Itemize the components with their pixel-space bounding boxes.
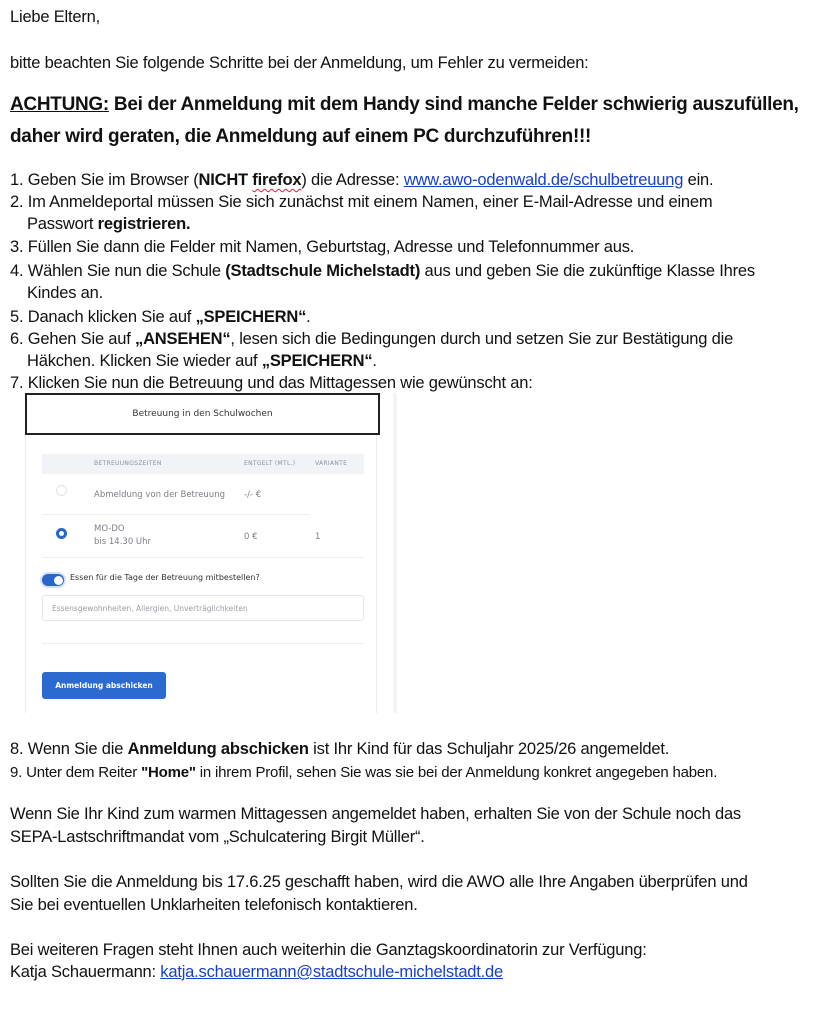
step-5-bold: „SPEICHERN“: [195, 308, 307, 326]
row-1-fee: -/- €: [244, 490, 262, 500]
check-paragraph-line-1: Sollten Sie die Anmeldung bis 17.6.25 geschafft haben, wird die AWO alle Ihre Angaben überprüfen und: [10, 873, 748, 891]
step-4-line-1: [10, 260, 755, 282]
column-header-fee: ENTGELT (MTL.): [244, 460, 296, 467]
column-header-variant: VARIANTE: [315, 460, 348, 467]
step-4-bold: (Stadtschule Michelstadt): [225, 262, 421, 280]
step-8-post: ist Ihr Kind für das Schuljahr 2025/26 angemeldet.: [308, 740, 670, 758]
step-7: 7. Klicken Sie nun die Betreuung und das Mittagessen wie gewünscht an:: [10, 374, 533, 392]
step-6-bold-2: „SPEICHERN“: [261, 352, 373, 370]
contact-name: Katja Schauermann:: [10, 963, 161, 981]
step-9-bold: "Home": [141, 764, 196, 781]
step-1-mid: ) die Adresse:: [301, 171, 404, 189]
step-6-text: 6. Gehen Sie auf: [10, 330, 136, 348]
embedded-form-screenshot: [25, 393, 397, 713]
form-card: [25, 393, 377, 713]
table-header: [42, 454, 364, 474]
row-2-variant: 1: [315, 532, 321, 542]
step-6-bold: „ANSEHEN“: [135, 330, 231, 348]
contact-line: [10, 961, 503, 983]
step-2-line-2: [10, 213, 190, 235]
radio-mo-do[interactable]: [56, 528, 67, 539]
step-5-post: .: [306, 308, 311, 326]
lunch-paragraph-line-1: Wenn Sie Ihr Kind zum warmen Mittagessen angemeldet haben, erhalten Sie von der Schule noch das: [10, 805, 741, 823]
row-2-time-line-1: MO-DO: [94, 524, 125, 534]
step-3: 3. Füllen Sie dann die Felder mit Namen, Geburtstag, Adresse und Telefonnummer aus.: [10, 238, 635, 256]
step-2-line-1: 2. Im Anmeldeportal müssen Sie sich zunächst mit einem Namen, einer E-Mail-Adresse und einem: [10, 193, 713, 211]
step-1: [10, 169, 713, 191]
section-divider: [42, 643, 364, 644]
step-6-text-2: Häkchen. Klicken Sie wieder auf: [27, 352, 262, 370]
step-6-line-1: [10, 328, 733, 350]
step-9-text: 9. Unter dem Reiter: [10, 764, 142, 781]
warning-line-1: [10, 92, 799, 118]
intro-text: bitte beachten Sie folgende Schritte bei der Anmeldung, um Fehler zu vermeiden:: [10, 54, 589, 72]
greeting: Liebe Eltern,: [10, 8, 101, 26]
screenshot-edge: [393, 393, 397, 713]
step-8-bold: Anmeldung abschicken: [127, 740, 309, 758]
warning-line-2: daher wird geraten, die Anmeldung auf einem PC durchzuführen!!!: [10, 126, 592, 147]
step-6-line-2: [10, 350, 377, 372]
warning-text-1: Bei der Anmeldung mit dem Handy sind manche Felder schwierig auszufüllen,: [108, 94, 799, 115]
column-header-times: BETREUUNGSZEITEN: [94, 460, 162, 467]
check-paragraph-line-2: Sie bei eventuellen Unklarheiten telefonisch kontaktieren.: [10, 896, 418, 914]
lunch-paragraph-line-2: SEPA-Lastschriftmandat vom „Schulcatering Birgit Müller“.: [10, 828, 425, 846]
step-4-line-2: Kindes an.: [27, 284, 103, 302]
step-1-text: 1. Geben Sie im Browser (: [10, 171, 199, 189]
step-8-text: 8. Wenn Sie die: [10, 740, 128, 758]
step-2-bold: registrieren.: [97, 215, 191, 233]
dietary-notes-input[interactable]: [42, 595, 364, 621]
step-9-post: in ihrem Profil, sehen Sie was sie bei der Anmeldung konkret angegeben haben.: [195, 764, 718, 781]
row-2-fee: 0 €: [244, 532, 258, 542]
step-5-text: 5. Danach klicken Sie auf: [10, 308, 196, 326]
step-1-bold: NICHT: [198, 171, 253, 189]
step-6-post: , lesen sich die Bedingungen durch und setzen Sie zur Bestätigung die: [230, 330, 734, 348]
warning-label: ACHTUNG:: [10, 94, 109, 115]
step-8: [10, 738, 669, 760]
step-4-post: aus und geben Sie die zukünftige Klasse Ihres: [420, 262, 755, 280]
awo-link[interactable]: www.awo-odenwald.de/schulbetreuung: [403, 171, 684, 189]
row-1-time: Abmeldung von der Betreuung: [94, 490, 225, 500]
radio-abmeldung[interactable]: [56, 485, 67, 496]
row-divider: [42, 557, 364, 558]
meal-toggle[interactable]: [42, 574, 64, 586]
step-4-text: 4. Wählen Sie nun die Schule: [10, 262, 226, 280]
meal-toggle-label: Essen für die Tage der Betreuung mitbestellen?: [70, 573, 260, 582]
submit-registration-button[interactable]: Anmeldung abschicken: [42, 672, 166, 699]
row-divider: [42, 514, 310, 515]
step-6-post-2: .: [372, 352, 377, 370]
step-2-text: Passwort: [27, 215, 98, 233]
step-5: [10, 306, 311, 328]
contact-email-link[interactable]: katja.schauermann@stadtschule-michelstadt.de: [160, 963, 504, 981]
step-1-browser: firefox: [252, 171, 302, 189]
step-9: [10, 762, 717, 784]
step-1-post: ein.: [683, 171, 714, 189]
contact-paragraph-line-1: Bei weiteren Fragen steht Ihnen auch weiterhin die Ganztagskoordinatorin zur Verfügung:: [10, 941, 647, 959]
section-title: Betreuung in den Schulwochen: [25, 393, 380, 435]
row-2-time-line-2: bis 14.30 Uhr: [94, 537, 152, 547]
